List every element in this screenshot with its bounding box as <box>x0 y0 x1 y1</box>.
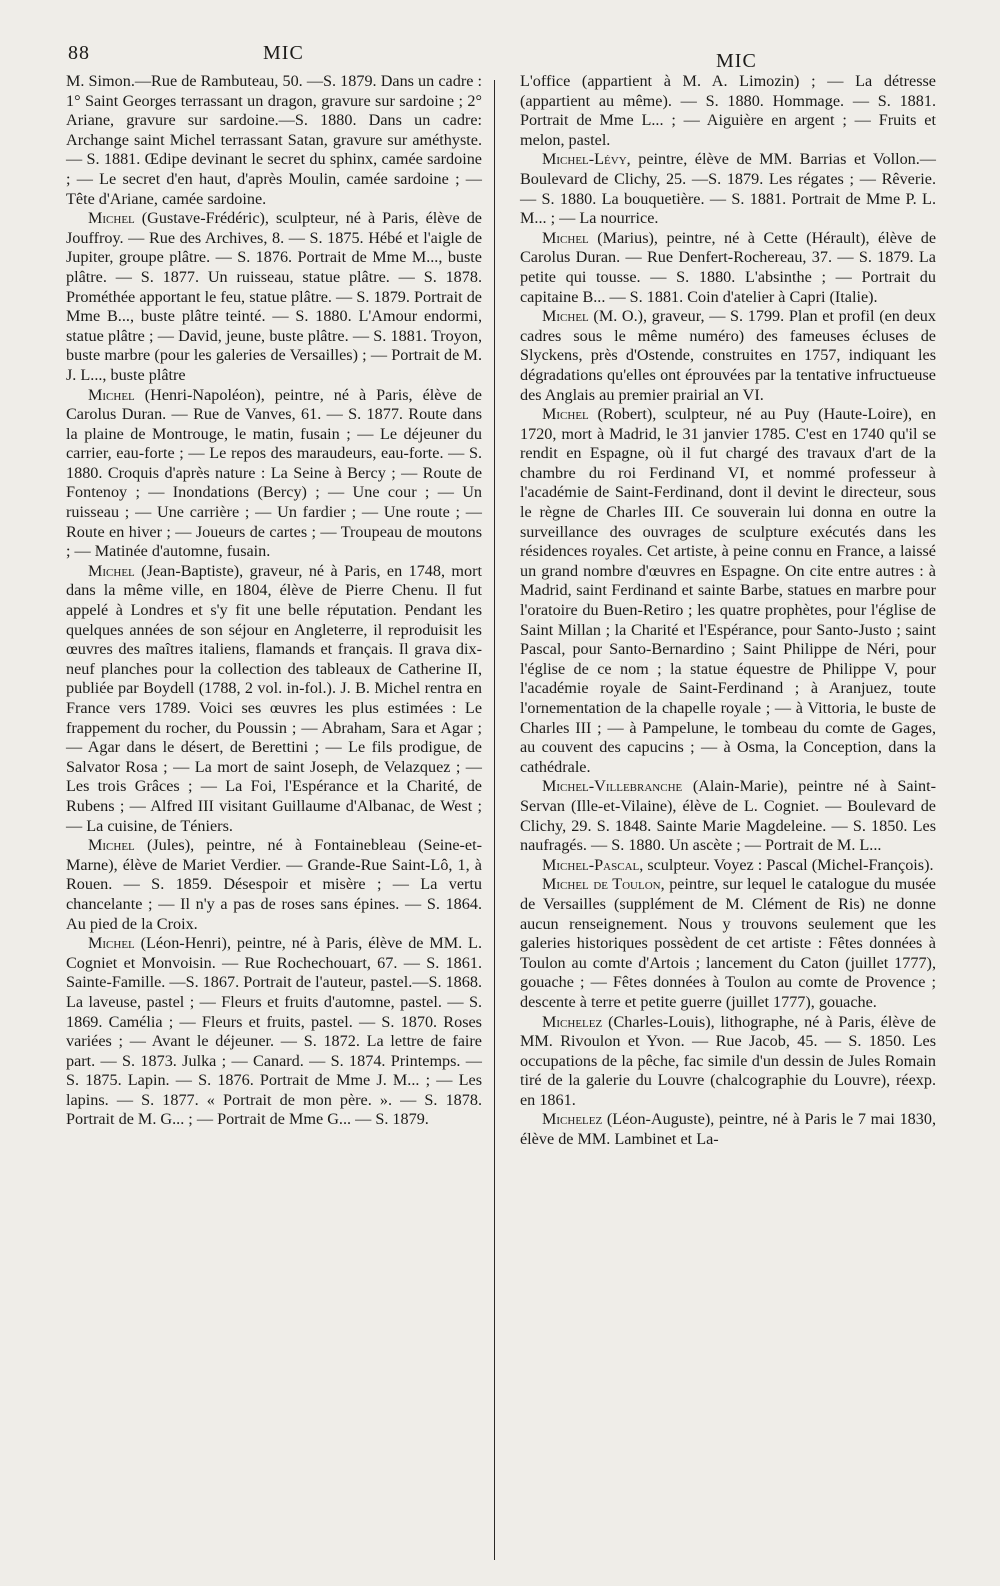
entry-michel-robert: Michel (Robert), sculpteur, né au Puy (Haute-Loire), en 1720, mort à Madrid, le 31 janvier 1785. C'est en 1740 qu'il se rendit en Espagne, où il fut chargé des travaux d'art de la chambre du roi Ferdinand VI, et nommé professeur à l'académie de Saint-Ferdinand, dont il devint le directeur, sous le règne de Charles III. Ce souverain lui donna en outre la surveillance des ouvrages de sculpture exécutés dans les résidences royales. Cet artiste, à peine connu en France, a laissé un grand nombre d'œuvres en Espagne. On cite entre autres : à Madrid, saint Ferdinand et sainte Barbe, statues en marbre pour l'oratoire du Buen-Retiro ; les quatre prophètes, pour l'église de Saint Millan ; la Charité et l'Espérance, pour Santo-Justo ; saint Pascal, pour Santo-Bernardino ; Saint Philippe de Néri, pour l'église de ce nom ; la statue équestre de Philippe V, pour l'académie royale de Saint-Ferdinand ; à Aranjuez, toute l'ornementation de la chapelle royale ; — à Vittoria, le buste de Charles III ; — à Pampelune, le tombeau du comte de Gages, au couvent des capucins ; — à Osma, la Conception, dans la cathédrale. <box>520 405 936 776</box>
entry-continuation: M. Simon.—Rue de Rambuteau, 50. —S. 1879. Dans un cadre : 1° Saint Georges terrassant un dragon, gravure sur sardoine ; 2° Ariane, gravure sur sardoine.—S. 1880. Dans un cadre: Archange saint Michel terrassant Satan, gravure sur améthyste. — S. 1881. Œdipe devinant le secret du sphinx, camée sardoine ; — Le secret d'en haut, d'après Moulin, camée sardoine ; — Tête d'Ariane, camée sardoine. <box>66 72 482 208</box>
column-divider <box>494 80 495 1560</box>
entry-michel-leon-henri: Michel (Léon-Henri), peintre, né à Paris, élève de MM. L. Cogniet et Monvoisin. — Rue Rochechouart, 67. — S. 1861. Sainte-Famille. —S. 1867. Portrait de l'auteur, pastel.—S. 1868. La laveuse, pastel ; — Fleurs et fruits d'automne, pastel. — S. 1869. Camélia ; — Fleurs et fruits, pastel. — S. 1870. Roses variées ; — Avant le déjeuner. — S. 1872. La lettre de faire part. — S. 1873. Julka ; — Canard. — S. 1874. Printemps. — S. 1875. Lapin. — S. 1876. Portrait de Mme J. M... ; — Les lapins. — S. 1877. « Portrait de mon père. ». — S. 1878. Portrait de M. G... ; — Portrait de Mme G... — S. 1879. <box>66 934 482 1129</box>
running-head-left: MIC <box>263 42 304 64</box>
entry-michelez-charles-louis: Michelez (Charles-Louis), lithographe, né à Paris, élève de MM. Rivoulon et Yvon. — Rue Jacob, 45. — S. 1850. Les occupations de la pêche, fac simile d'un dessin de Jules Romain tiré de la galerie du Louvre (chalcographie du Louvre), réexp. en 1861. <box>520 1012 936 1109</box>
entry-michel-levy: Michel-Lévy, peintre, élève de MM. Barrias et Vollon.—Boulevard de Clichy, 25. —S. 1879. Les régates ; — Rêverie. — S. 1880. La bouquetière. — S. 1881. Portrait de Mme P. L. M... ; — La nourrice. <box>520 150 936 228</box>
entry-michel-jean-baptiste: Michel (Jean-Baptiste), graveur, né à Paris, en 1748, mort dans la même ville, en 1804, élève de Pierre Chenu. Il fut appelé à Londres et s'y fit une belle réputation. Pendant les quelques années de son séjour en Angleterre, il reproduisit les œuvres des maîtres italiens, flamands et français. Il grava dix-neuf planches pour la collection des tableaux de Catherine II, publiée par Boydell (1788, 2 vol. in-fol.). J. B. Michel rentra en France vers 1789. Voici ses œuvres les plus estimées : Le frappement du rocher, du Poussin ; — Abraham, Sara et Agar ; — Agar dans le désert, de Berettini ; — Le fils prodigue, de Salvator Rosa ; — La mort de saint Joseph, de Velazquez ; — Les trois Grâces ; — La Foi, l'Espérance et la Charité, de Rubens ; — Alfred III visitant Guillaume d'Albanac, de West ; — La cuisine, de Téniers. <box>66 561 482 835</box>
left-column <box>66 72 482 1130</box>
entry-michel-gustave-frederic: Michel (Gustave-Frédéric), sculpteur, né à Paris, élève de Jouffroy. — Rue des Archives, 8. — S. 1875. Hébé et l'aigle de Jupiter, groupe plâtre. — S. 1876. Portrait de Mme M..., buste plâtre. — S. 1877. Un ruisseau, statue plâtre. — S. 1878. Prométhée apportant le feu, statue plâtre. — S. 1879. Portrait de Mme B..., buste plâtre teinté. — S. 1880. L'Amour endormi, statue plâtre ; — David, jeune, buste plâtre. — S. 1881. Troyon, buste marbre (pour les galeries de Versailles) ; — Portrait de M. J. L..., buste plâtre <box>66 209 482 384</box>
entry-michel-pascal: Michel-Pascal, sculpteur. Voyez : Pascal (Michel-François). <box>542 855 934 874</box>
entry-michel-de-toulon: Michel de Toulon, peintre, sur lequel le catalogue du musée de Versailles (supplément de M. Clément de Ris) ne donne aucun renseignement. Nous y trouvons seulement que les galeries historiques possèdent de cet artiste : Fêtes données à Toulon au comte d'Artois ; lancement du Caton (juillet 1777), gouache ; — Fêtes données à Toulon au comte de Provence ; descente à terre et petite guerre (juillet 1777), gouache. <box>520 875 936 1011</box>
entry-michel-m-o: Michel (M. O.), graveur, — S. 1799. Plan et profil (en deux cadres sous le même numéro) des fameuses écluses de Slyckens, près d'Ostende, construites en 1757, indiquant les dégradations qu'elles ont éprouvées par la tentative infructueuse des Anglais au premier prairial an VI. <box>520 307 936 404</box>
running-header <box>0 38 1000 74</box>
entry-michel-jules: Michel (Jules), peintre, né à Fontainebleau (Seine-et-Marne), élève de Mariet Verdier. — Grande-Rue Saint-Lô, 1, à Rouen. — S. 1859. Désespoir et misère ; — La vertu chancelante ; — Il n'y a pas de roses sans épines. — S. 1864. Au pied de la Croix. <box>66 836 482 933</box>
entry-continuation: L'office (appartient à M. A. Limozin) ; — La détresse (appartient au même). — S. 1880. Hommage. — S. 1881. Portrait de Mme L... ; — Aiguière en argent ; — Fruits et melon, pastel. <box>520 72 936 149</box>
entry-michel-henri-napoleon: Michel (Henri-Napoléon), peintre, né à Paris, élève de Carolus Duran. — Rue de Vanves, 61. — S. 1877. Route dans la plaine de Montrouge, le matin, fusain ; — Le déjeuner du carrier, eau-forte ; — Le repos des maraudeurs, eau-forte. — S. 1880. Croquis d'après nature : La Seine à Bercy ; — Route de Fontenoy ; — Inondations (Bercy) ; — Une cour ; — Un ruisseau ; — Une carrière ; — Un fardier ; — Une route ; — Route en hiver ; — Joueurs de cartes ; — Troupeau de moutons ; — Matinée d'automne, fusain. <box>66 385 482 561</box>
entry-michelez-leon-auguste: Michelez (Léon-Auguste), peintre, né à Paris le 7 mai 1830, élève de MM. Lambinet et La- <box>520 1110 936 1149</box>
page-number: 88 <box>68 42 90 64</box>
entry-michel-marius: Michel (Marius), peintre, né à Cette (Hérault), élève de Carolus Duran. — Rue Denfert-Rochereau, 37. — S. 1879. La petite qui tousse. — S. 1880. L'absinthe ; — Portrait du capitaine B... — S. 1881. Coin d'atelier à Capri (Italie). <box>520 228 936 306</box>
entry-michel-villebranche: Michel-Villebranche (Alain-Marie), peintre né à Saint-Servan (Ille-et-Vilaine), élève de L. Cogniet. — Boulevard de Clichy, 29. S. 1848. Sainte Marie Magdeleine. — S. 1850. Les naufragés. — S. 1880. Un ascète ; — Portrait de M. L... <box>520 777 936 855</box>
right-column <box>520 72 936 1150</box>
running-head-right: MIC <box>716 50 757 72</box>
